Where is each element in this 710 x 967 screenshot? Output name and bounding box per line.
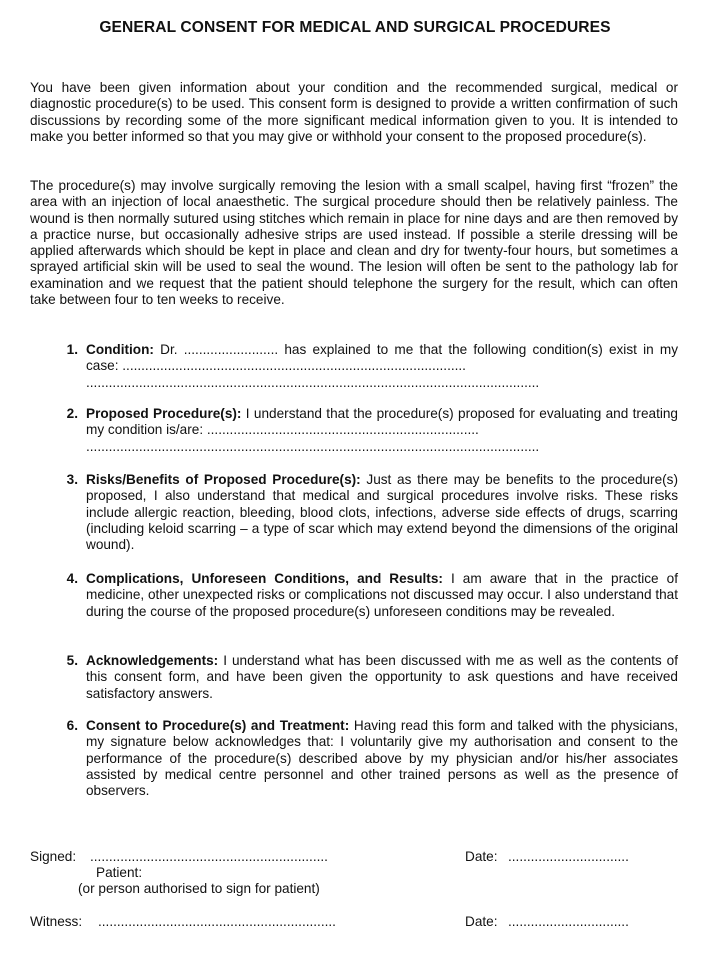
- witness-date-label: Date:: [465, 914, 498, 929]
- authorised-note: (or person authorised to sign for patient): [78, 881, 320, 896]
- item-text: I understand what has been discussed with me as well as the contents of this consent form, and have been given the opportunity to ask questions and have received satisfactory answers.: [86, 653, 679, 701]
- item-label: Consent to Procedure(s) and Treatment:: [86, 718, 350, 733]
- intro-paragraph: You have been given information about your condition and the recommended surgical, medical or diagnostic procedure(s) to be used. This consent form is designed to provide a written confirmation of such discussions by recording some of the more significant medical information given to you. It is intended to make you better informed so that you may give or withhold your consent to the proposed procedure(s).: [30, 80, 678, 144]
- date-line[interactable]: ................................: [508, 849, 629, 864]
- date-label: Date:: [465, 849, 498, 864]
- document-title: GENERAL CONSENT FOR MEDICAL AND SURGICAL PROCEDURES: [99, 19, 611, 36]
- patient-label: Patient:: [96, 865, 143, 880]
- item-label: Risks/Benefits of Proposed Procedure(s):: [86, 472, 361, 487]
- procedure-blank-line-2[interactable]: ........................................................................................................................: [86, 438, 540, 454]
- item-complications: [30, 571, 678, 620]
- condition-blank-line[interactable]: ........................................................................................................................: [86, 374, 540, 390]
- condition-doctor-line[interactable]: Dr. ......................... has explained to me that the following condition(s) exist in my case: ...........................................................................................: [86, 342, 678, 374]
- procedure-blank-line-1[interactable]: I understand that the procedure(s) proposed for evaluating and treating my condition is/are: ........................................................................: [86, 406, 678, 438]
- witness-date-line[interactable]: ................................: [508, 914, 629, 929]
- item-number: 6.: [66, 718, 78, 733]
- item-label: Acknowledgements:: [86, 653, 219, 668]
- item-condition: [30, 342, 678, 391]
- item-text: Having read this form and talked with the physicians, my signature below acknowledges that: I voluntarily give my authorisation and consent to the performance of the procedure(s) described above by my physician and/or his/her associates assisted by medical centre personnel and other trained persons as well as the presence of observers.: [86, 718, 679, 799]
- item-number: 3.: [66, 472, 78, 487]
- item-text: Just as there may be benefits to the procedure(s) proposed, I also understand that medical and surgical procedures involve risks. These risks include allergic reaction, bleeding, blood clots, infections, adverse side effects of drugs, scarring (including keloid scarring – a type of scar which may extend beyond the dimensions of the original wound).: [86, 472, 678, 553]
- item-label: Complications, Unforeseen Conditions, and Results:: [86, 571, 443, 586]
- item-proposed-procedure: [30, 406, 678, 455]
- item-number: 2.: [66, 406, 78, 421]
- signed-line[interactable]: ...............................................................: [90, 849, 328, 864]
- item-label: Proposed Procedure(s):: [86, 406, 242, 421]
- item-number: 4.: [66, 571, 78, 586]
- item-risks-benefits: [30, 472, 678, 553]
- procedure-paragraph: The procedure(s) may involve surgically removing the lesion with a small scalpel, having first “frozen” the area with an injection of local anaesthetic. The surgical procedure should then be relatively painless. The wound is then normally sutured using stitches which remain in place for nine days and are then removed by a practice nurse, but occasionally adhesive strips are used instead. If possible a sterile dressing will be applied afterwards which should be kept in place and clean and dry for twenty-four hours, but sometimes a sprayed artificial skin will be used to seal the wound. The lesion will often be sent to the pathology lab for examination and we request that the patient should telephone the surgery for the result, which can often take between four to ten weeks to receive.: [30, 178, 678, 308]
- item-number: 1.: [66, 342, 78, 357]
- witness-label: Witness:: [30, 914, 83, 929]
- item-acknowledgements: [30, 653, 678, 702]
- signed-label: Signed:: [30, 849, 77, 864]
- item-text: I am aware that in the practice of medicine, other unexpected risks or complications not discussed may occur. I also understand that during the course of the proposed procedure(s) unforeseen conditions may be revealed.: [86, 571, 678, 619]
- witness-line[interactable]: ...............................................................: [98, 914, 336, 929]
- item-label: Condition:: [86, 342, 154, 357]
- item-consent: [30, 718, 678, 799]
- item-number: 5.: [66, 653, 78, 668]
